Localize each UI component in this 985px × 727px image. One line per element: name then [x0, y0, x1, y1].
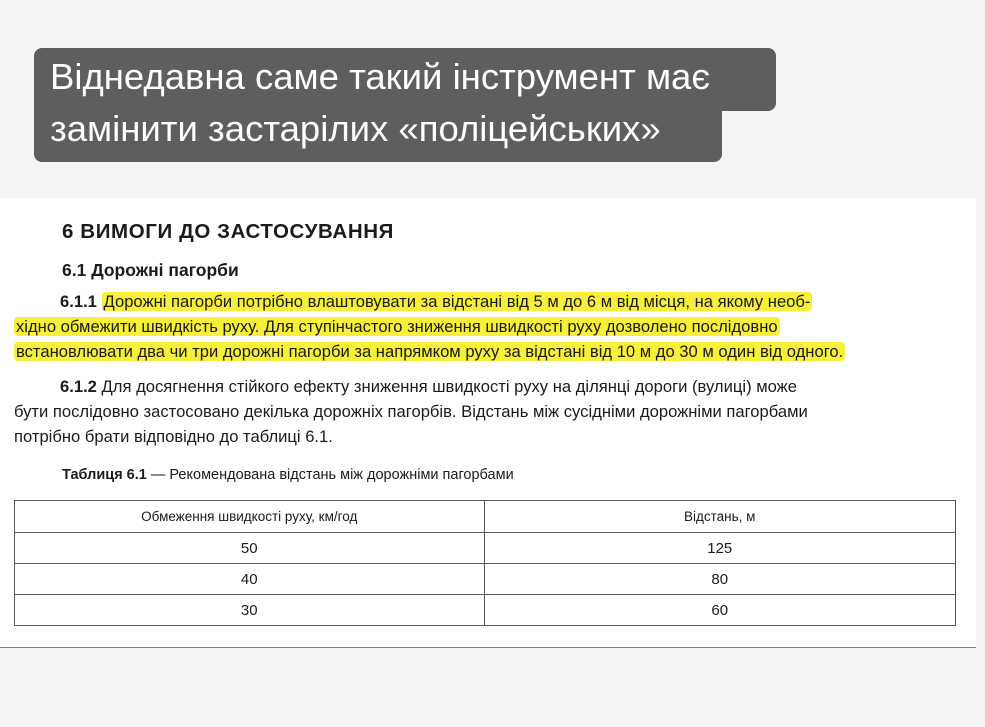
section-title: 6 ВИМОГИ ДО ЗАСТОСУВАННЯ	[62, 220, 394, 243]
paragraph-line	[14, 289, 962, 314]
paragraph-line: бути послідовно застосовано декілька дорожніх пагорбів. Відстань між сусідніми дорожніми пагорбами	[14, 402, 808, 421]
highlighted-text: хідно обмежити швидкість руху. Для ступінчастого зниження швидкості руху дозволено послідовно	[16, 317, 778, 336]
table-caption-text: — Рекомендована відстань між дорожніми пагорбами	[146, 467, 514, 483]
table-caption-label: Таблиця 6.1	[62, 467, 147, 483]
paragraph-6-1-2	[14, 374, 962, 449]
paragraph-line	[14, 314, 962, 339]
caption-line-1: Віднедавна саме такий інструмент має	[34, 48, 776, 111]
paragraph-6-1-1	[14, 289, 962, 364]
highlighted-text: Дорожні пагорби потрібно влаштовувати за відстані від 5 м до 6 м від місця, на якому необ-	[103, 292, 811, 311]
paragraph-line	[14, 374, 962, 399]
table-cell-distance: 125	[484, 533, 956, 564]
overlay-caption	[34, 48, 776, 162]
distance-table	[14, 500, 956, 626]
paragraph-number: 6.1.2	[60, 377, 97, 396]
table-row	[15, 595, 956, 626]
table-header-row	[15, 501, 956, 533]
paragraph-text: Для досягнення стійкого ефекту зниження швидкості руху на ділянці дороги (вулиці) може	[101, 377, 797, 396]
table-cell-speed: 30	[15, 595, 485, 626]
paragraph-line: потрібно брати відповідно до таблиці 6.1.	[14, 427, 333, 446]
table-row	[15, 564, 956, 595]
subsection-title: 6.1 Дорожні пагорби	[62, 260, 239, 280]
table-cell-distance: 80	[484, 564, 956, 595]
highlighted-text: встановлювати два чи три дорожні пагорби за напрямком руху за відстані від 10 м до 30 м один від одного.	[16, 342, 844, 361]
caption-line-2: замінити застарілих «поліцейських»	[34, 104, 722, 162]
document-page	[0, 198, 976, 648]
table-cell-speed: 50	[15, 533, 485, 564]
table-row	[15, 533, 956, 564]
table-cell-speed: 40	[15, 564, 485, 595]
table-cell-distance: 60	[484, 595, 956, 626]
column-header-speed-limit: Обмеження швидкості руху, км/год	[15, 501, 485, 533]
paragraph-number: 6.1.1	[60, 292, 97, 311]
table-caption	[62, 467, 514, 483]
column-header-distance: Відстань, м	[484, 501, 956, 533]
paragraph-line	[14, 339, 962, 364]
